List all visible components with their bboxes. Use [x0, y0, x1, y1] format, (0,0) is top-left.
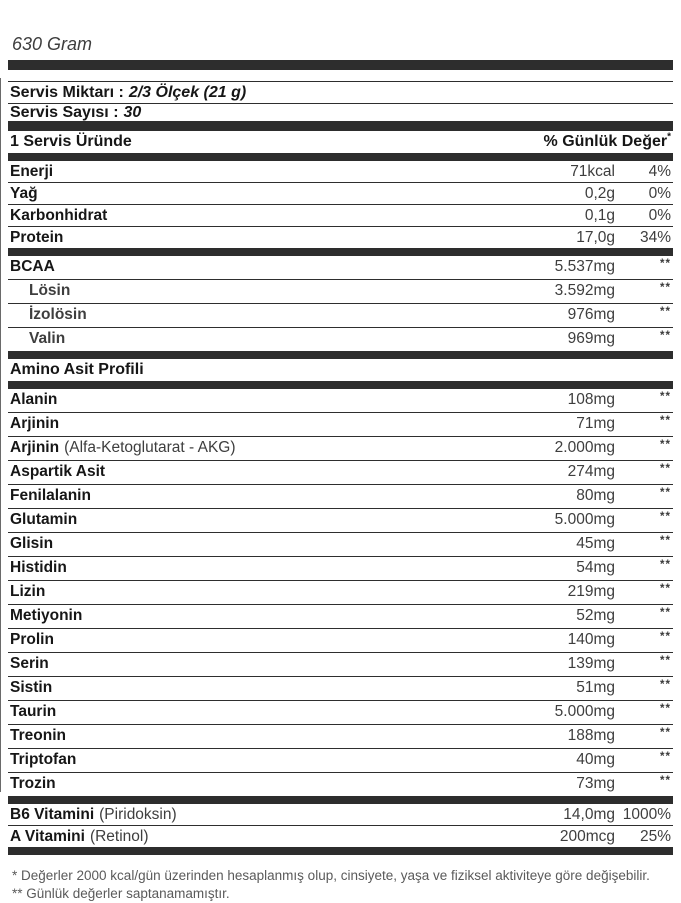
table-row [8, 303, 673, 327]
section-divider-bar [8, 381, 673, 389]
nutrient-name: Glutamin [10, 511, 78, 528]
nutrient-amount: 0,1g [584, 207, 615, 224]
nutrient-daily-value: ** [660, 258, 671, 270]
vitamin-rows [8, 804, 673, 847]
daily-value-asterisk: * [667, 131, 671, 143]
table-row [8, 748, 673, 772]
nutrient-amount: 200mcg [559, 828, 615, 845]
serving-size-row [8, 82, 673, 104]
nutrient-name: Valin [29, 330, 66, 347]
nutrient-amount: 52mg [576, 607, 615, 624]
table-row [8, 804, 673, 825]
nutrient-amount: 219mg [567, 583, 615, 600]
table-row [8, 825, 673, 847]
nutrient-daily-value: ** [660, 282, 671, 294]
table-row [8, 700, 673, 724]
amino-acid-rows [8, 389, 673, 796]
nutrient-amount: 73mg [576, 775, 615, 792]
nutrient-name: Enerji [10, 163, 54, 180]
nutrient-daily-value: 0% [648, 207, 671, 224]
nutrient-name: Fenilalanin [10, 487, 91, 504]
section-divider-bar [8, 351, 673, 359]
nutrient-daily-value: ** [660, 535, 671, 547]
nutrient-name: Metiyonin [10, 607, 83, 624]
macronutrient-rows [8, 161, 673, 248]
nutrient-amount: 108mg [567, 391, 615, 408]
nutrient-amount: 17,0g [576, 229, 615, 246]
nutrient-name: Arjinin [10, 415, 60, 432]
table-row [8, 256, 673, 279]
table-row [8, 772, 673, 796]
nutrient-amount: 71kcal [570, 163, 615, 180]
nutrient-daily-value: 4% [648, 163, 671, 180]
nutrient-name: Protein [10, 229, 64, 246]
table-row [8, 580, 673, 604]
table-row [8, 508, 673, 532]
section-divider-bar [8, 847, 673, 855]
nutrient-daily-value: ** [660, 487, 671, 499]
nutrient-name-note: (Retinol) [89, 828, 149, 845]
nutrient-daily-value: ** [660, 511, 671, 523]
nutrient-amount: 5.000mg [554, 703, 615, 720]
serving-size-label: Servis Miktarı : [10, 84, 124, 101]
nutrient-name: Glisin [10, 535, 54, 552]
footnote-daily-value: * Değerler 2000 kcal/gün üzerinden hesaplanmış olup, cinsiyete, yaşa ve fiziksel aktiviteye göre değişebilir. [12, 868, 650, 883]
table-header-row [8, 131, 673, 153]
nutrient-daily-value: ** [660, 583, 671, 595]
nutrient-amount: 5.537mg [554, 258, 615, 275]
nutrient-amount: 3.592mg [554, 282, 615, 299]
nutrient-daily-value: ** [660, 775, 671, 787]
section-divider-bar [8, 248, 673, 256]
nutrient-name: İzolösin [29, 306, 87, 323]
nutrient-name: Karbonhidrat [10, 207, 108, 224]
nutrient-amount: 45mg [576, 535, 615, 552]
nutrient-name: Treonin [10, 727, 66, 744]
nutrient-daily-value: ** [660, 391, 671, 403]
nutrient-daily-value: ** [660, 559, 671, 571]
nutrition-facts-label [8, 34, 673, 903]
nutrient-name: Arjinin (Alfa-Ketoglutarat - AKG) [10, 439, 236, 456]
label-left-edge [0, 78, 1, 792]
table-row [8, 556, 673, 580]
section-divider-bar [8, 121, 673, 131]
nutrient-daily-value: ** [660, 607, 671, 619]
nutrient-name: Lizin [10, 583, 46, 600]
table-row [8, 204, 673, 226]
nutrient-daily-value: ** [660, 703, 671, 715]
nutrient-amount: 54mg [576, 559, 615, 576]
nutrient-daily-value: ** [660, 415, 671, 427]
servings-per-container-label: Servis Sayısı : [10, 104, 119, 121]
table-row [8, 460, 673, 484]
nutrient-daily-value: 34% [639, 229, 671, 246]
nutrient-amount: 188mg [567, 727, 615, 744]
nutrient-name: Aspartik Asit [10, 463, 106, 480]
table-row [8, 484, 673, 508]
nutrient-name-note: (Alfa-Ketoglutarat - AKG) [64, 439, 236, 456]
nutrient-daily-value: ** [660, 631, 671, 643]
nutrient-amount: 5.000mg [554, 511, 615, 528]
nutrient-daily-value: ** [660, 463, 671, 475]
servings-per-container-row [8, 104, 673, 121]
nutrient-amount: 71mg [576, 415, 615, 432]
table-row [8, 389, 673, 412]
table-row [8, 327, 673, 351]
nutrient-amount: 969mg [567, 330, 615, 347]
column-header-daily-value: % Günlük Değer* [543, 131, 671, 150]
table-row [8, 436, 673, 460]
nutrient-name-note: (Piridoksin) [99, 806, 177, 823]
column-header-serving: 1 Servis Üründe [10, 133, 132, 150]
nutrient-amount: 80mg [576, 487, 615, 504]
nutrient-name: B6 Vitamini (Piridoksin) [10, 806, 177, 823]
nutrient-name: Yağ [10, 185, 38, 202]
nutrient-amount: 2.000mg [554, 439, 615, 456]
nutrient-amount: 140mg [567, 631, 615, 648]
nutrient-daily-value: 0% [648, 185, 671, 202]
nutrient-daily-value: ** [660, 751, 671, 763]
top-divider-bar [8, 60, 673, 70]
footnotes [8, 867, 673, 903]
serving-size-value: 2/3 Ölçek (21 g) [128, 84, 247, 101]
amino-acid-section-title: Amino Asit Profili [10, 361, 144, 378]
nutrient-amount: 14,0mg [563, 806, 615, 823]
nutrient-name: Histidin [10, 559, 67, 576]
nutrient-amount: 0,2g [584, 185, 615, 202]
serving-info-block [8, 81, 673, 121]
nutrient-name: BCAA [10, 258, 55, 275]
nutrient-name: Prolin [10, 631, 54, 648]
nutrient-daily-value: ** [660, 727, 671, 739]
table-row [8, 652, 673, 676]
net-weight: 630 Gram [12, 34, 93, 54]
nutrient-amount: 976mg [567, 306, 615, 323]
footnote-not-established: ** Günlük değerler saptanamamıştır. [12, 886, 230, 901]
nutrient-daily-value: ** [660, 330, 671, 342]
nutrient-name: Taurin [10, 703, 57, 720]
nutrient-daily-value: ** [660, 679, 671, 691]
nutrient-name: A Vitamini (Retinol) [10, 828, 149, 845]
nutrient-amount: 139mg [567, 655, 615, 672]
table-row [8, 412, 673, 436]
table-row [8, 532, 673, 556]
nutrient-name: Sistin [10, 679, 53, 696]
table-row [8, 604, 673, 628]
table-row [8, 279, 673, 303]
section-divider-bar [8, 153, 673, 161]
nutrient-daily-value: 25% [639, 828, 671, 845]
section-divider-bar [8, 796, 673, 804]
nutrient-name: Alanin [10, 391, 58, 408]
table-row [8, 724, 673, 748]
table-row [8, 676, 673, 700]
nutrient-daily-value: ** [660, 306, 671, 318]
table-row [8, 182, 673, 204]
nutrient-name: Serin [10, 655, 49, 672]
table-row [8, 226, 673, 248]
nutrient-amount: 274mg [567, 463, 615, 480]
nutrient-name: Triptofan [10, 751, 77, 768]
nutrient-daily-value: ** [660, 439, 671, 451]
nutrient-amount: 40mg [576, 751, 615, 768]
nutrient-daily-value: ** [660, 655, 671, 667]
table-row [8, 161, 673, 182]
nutrient-name: Trozin [10, 775, 56, 792]
nutrient-name: Lösin [29, 282, 71, 299]
nutrient-daily-value: 1000% [622, 806, 671, 823]
servings-per-container-value: 30 [123, 104, 142, 121]
table-row [8, 628, 673, 652]
nutrient-amount: 51mg [576, 679, 615, 696]
bcaa-rows [8, 256, 673, 351]
